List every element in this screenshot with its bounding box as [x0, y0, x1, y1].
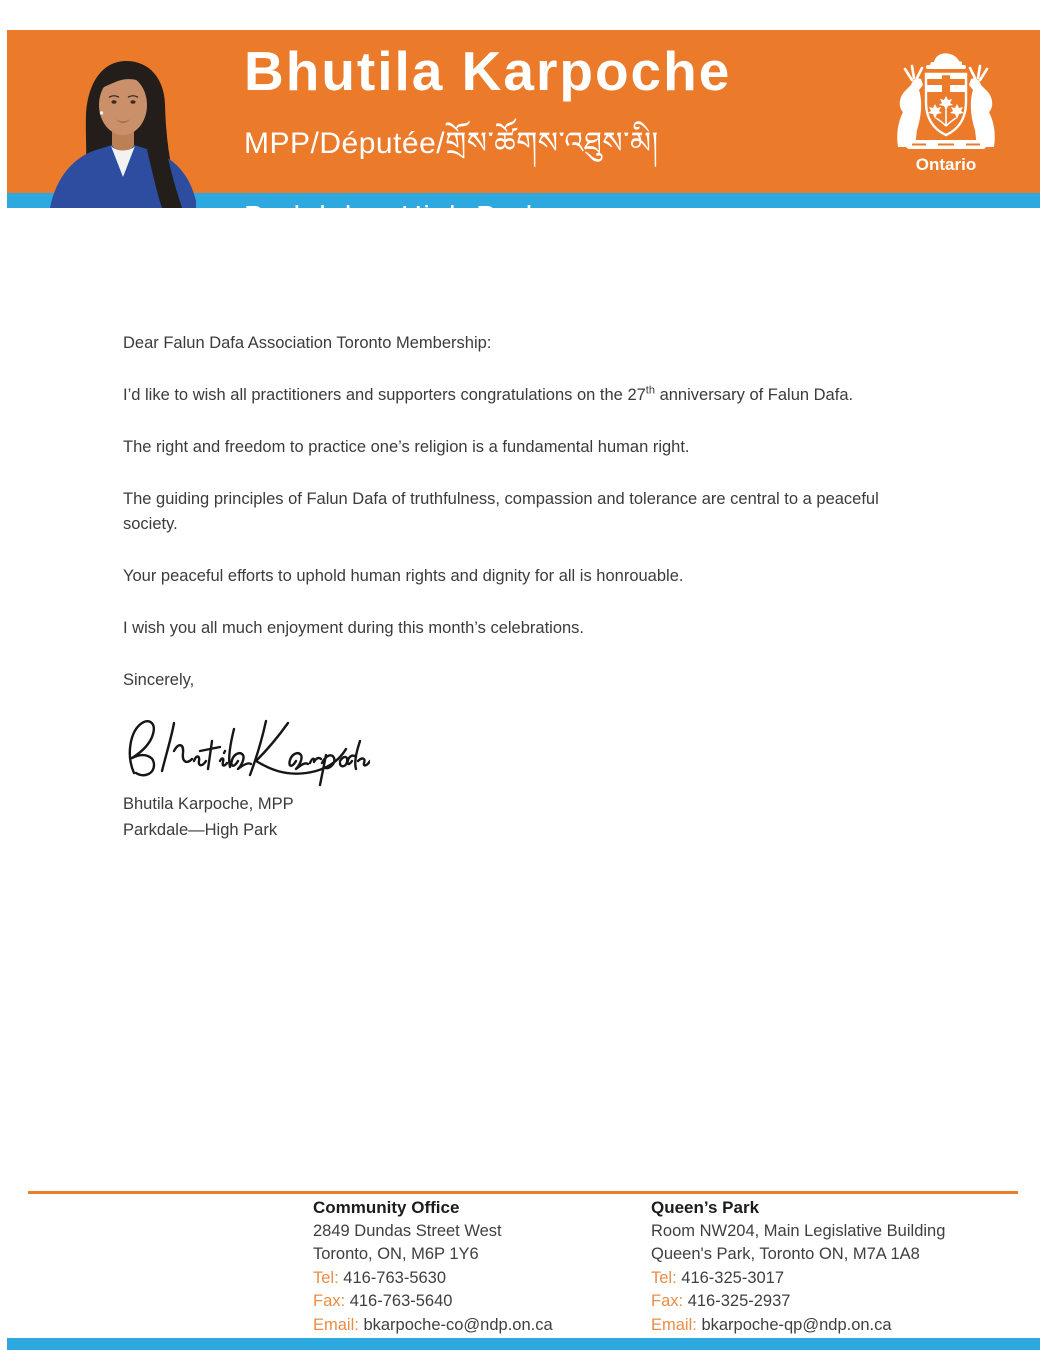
mpp-portrait-photo	[44, 55, 204, 208]
salutation: Dear Falun Dafa Association Toronto Membership:	[123, 334, 492, 352]
footer-divider-rule	[28, 1191, 1018, 1194]
footer-blue-stripe	[7, 1338, 1040, 1350]
queens-park-address2: Queen's Park, Toronto ON, M7A 1A8	[651, 1245, 920, 1263]
queens-park-section	[651, 1196, 945, 1337]
community-office-address2: Toronto, ON, M6P 1Y6	[313, 1245, 479, 1263]
email-value: bkarpoche-co@ndp.on.ca	[363, 1315, 553, 1334]
paragraph-anniversary-tail: anniversary of Falun Dafa.	[654, 386, 854, 404]
queens-park-email	[651, 1314, 945, 1338]
tel-label: Tel:	[313, 1268, 339, 1287]
fax-label: Fax:	[313, 1292, 346, 1310]
email-label: Email:	[651, 1315, 697, 1334]
queens-park-title: Queen’s Park	[651, 1198, 760, 1217]
email-label: Email:	[313, 1315, 359, 1334]
paragraph-principles: The guiding principles of Falun Dafa of truthfulness, compassion and tolerance are central to a peaceful society.	[123, 490, 879, 533]
ontario-coat-of-arms-icon	[876, 46, 1016, 178]
paragraph-anniversary-text: I’d like to wish all practitioners and supporters congratulations on the 27	[123, 386, 646, 404]
queens-park-fax	[651, 1290, 945, 1314]
signature-block	[123, 792, 294, 843]
ordinal-superscript: th	[645, 384, 655, 397]
fax-value: 416-763-5640	[349, 1292, 453, 1310]
mpp-name-heading: Bhutila Karpoche	[244, 40, 732, 102]
tel-value: 416-325-3017	[681, 1268, 785, 1287]
signed-riding: Parkdale—High Park	[123, 820, 278, 839]
community-office-fax	[313, 1290, 553, 1314]
mpp-role-line	[244, 110, 731, 194]
crest-ontario-label: Ontario	[915, 155, 977, 174]
paragraph-efforts: Your peaceful efforts to uphold human rights and dignity for all is honrouable.	[123, 567, 684, 585]
tel-value: 416-763-5630	[343, 1268, 447, 1287]
queens-park-tel	[651, 1267, 945, 1291]
community-office-section	[313, 1196, 553, 1337]
closing: Sincerely,	[123, 671, 195, 689]
letter-body	[123, 331, 923, 720]
queens-park-address1: Room NW204, Main Legislative Building	[651, 1221, 946, 1240]
paragraph-freedom: The right and freedom to practice one’s religion is a fundamental human right.	[123, 438, 690, 456]
letterhead-text-block	[244, 40, 732, 234]
riding-name: Parkdale—High Park	[244, 201, 542, 233]
paragraph-anniversary	[123, 383, 923, 408]
community-office-address1: 2849 Dundas Street West	[313, 1221, 502, 1240]
tel-label: Tel:	[651, 1268, 677, 1287]
community-office-email	[313, 1314, 553, 1338]
role-prefix: MPP/Députée/	[244, 127, 446, 160]
signature-image	[120, 710, 370, 792]
community-office-tel	[313, 1267, 553, 1291]
community-office-title: Community Office	[313, 1198, 460, 1217]
role-tibetan: གྲོས་ཚོགས་འཐུས་མི།	[445, 127, 659, 160]
email-value: bkarpoche-qp@ndp.on.ca	[701, 1315, 892, 1334]
signed-name: Bhutila Karpoche, MPP	[123, 795, 294, 813]
fax-value: 416-325-2937	[687, 1292, 791, 1310]
paragraph-enjoyment: I wish you all much enjoyment during this month’s celebrations.	[123, 619, 585, 637]
fax-label: Fax:	[651, 1292, 684, 1310]
